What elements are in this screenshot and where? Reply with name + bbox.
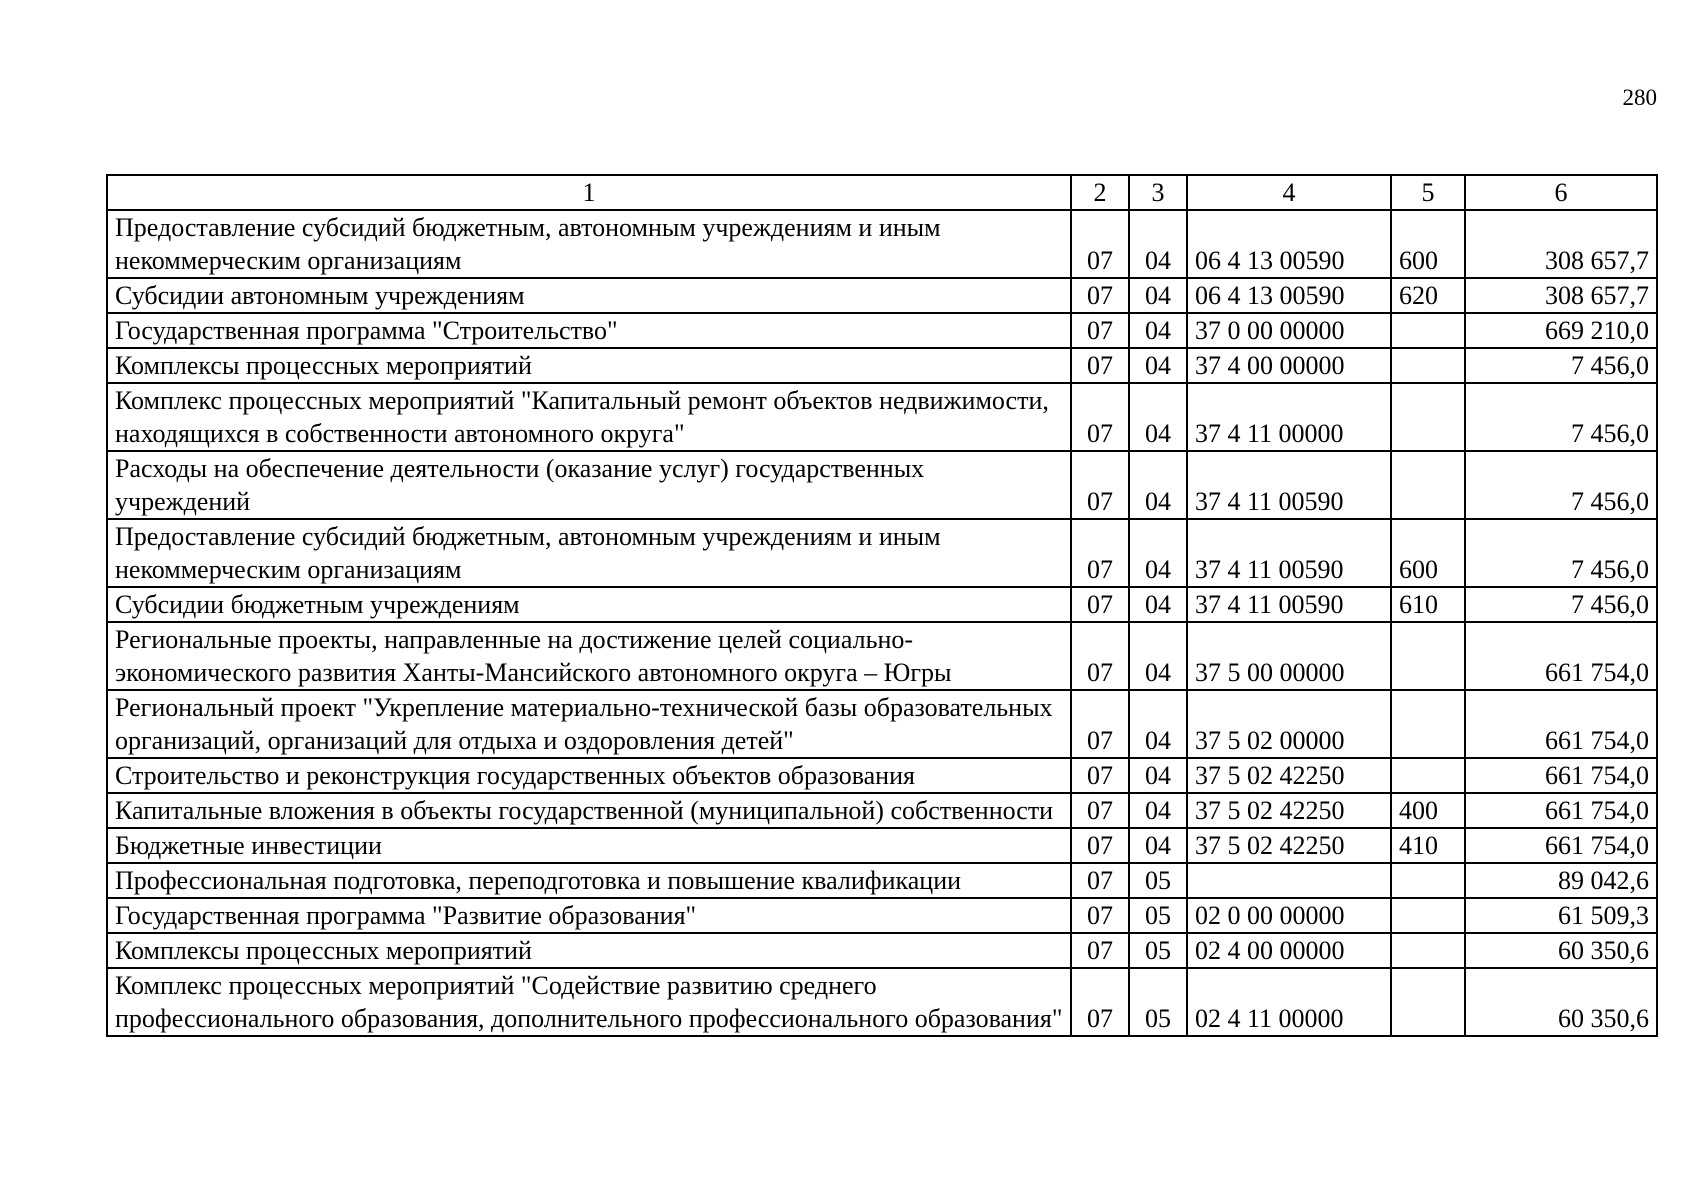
row-amount-cell: 7 456,0 (1465, 348, 1657, 383)
row-amount-cell: 661 754,0 (1465, 758, 1657, 793)
column-header-name: 1 (107, 175, 1071, 210)
row-amount-cell: 7 456,0 (1465, 587, 1657, 622)
row-article-cell: 37 5 02 42250 (1187, 793, 1391, 828)
table-row (107, 313, 1657, 348)
row-section-cell: 07 (1071, 863, 1129, 898)
row-section-cell: 07 (1071, 348, 1129, 383)
row-name-cell: Государственная программа "Развитие образования" (107, 898, 1071, 933)
row-subsection-cell: 05 (1129, 968, 1187, 1036)
row-subsection-cell: 04 (1129, 828, 1187, 863)
row-section-cell: 07 (1071, 793, 1129, 828)
row-amount-cell: 61 509,3 (1465, 898, 1657, 933)
row-article-cell: 37 5 02 42250 (1187, 828, 1391, 863)
row-article-cell: 37 0 00 00000 (1187, 313, 1391, 348)
budget-table (106, 174, 1658, 1037)
row-section-cell: 07 (1071, 587, 1129, 622)
row-article-cell: 37 5 02 00000 (1187, 690, 1391, 758)
row-article-cell: 37 5 00 00000 (1187, 622, 1391, 690)
table-row (107, 758, 1657, 793)
row-section-cell: 07 (1071, 898, 1129, 933)
row-amount-cell: 661 754,0 (1465, 793, 1657, 828)
table-row (107, 383, 1657, 451)
row-expense-type-cell (1391, 348, 1465, 383)
row-name-cell: Расходы на обеспечение деятельности (оказание услуг) государственных учреждений (107, 451, 1071, 519)
row-subsection-cell: 04 (1129, 383, 1187, 451)
row-expense-type-cell (1391, 383, 1465, 451)
table-row (107, 898, 1657, 933)
column-header-subsection: 3 (1129, 175, 1187, 210)
row-amount-cell: 7 456,0 (1465, 383, 1657, 451)
row-section-cell: 07 (1071, 519, 1129, 587)
row-expense-type-cell (1391, 898, 1465, 933)
row-article-cell (1187, 863, 1391, 898)
row-expense-type-cell: 600 (1391, 519, 1465, 587)
row-article-cell: 37 5 02 42250 (1187, 758, 1391, 793)
row-subsection-cell: 05 (1129, 863, 1187, 898)
row-name-cell: Региональные проекты, направленные на достижение целей социально-экономического развития Ханты-Мансийского автономного округа – Югры (107, 622, 1071, 690)
table-row (107, 210, 1657, 278)
row-expense-type-cell (1391, 451, 1465, 519)
table-row (107, 968, 1657, 1036)
row-amount-cell: 89 042,6 (1465, 863, 1657, 898)
row-article-cell: 02 4 00 00000 (1187, 933, 1391, 968)
row-subsection-cell: 04 (1129, 793, 1187, 828)
row-subsection-cell: 04 (1129, 519, 1187, 587)
row-amount-cell: 7 456,0 (1465, 451, 1657, 519)
table-row (107, 863, 1657, 898)
row-expense-type-cell (1391, 622, 1465, 690)
row-name-cell: Комплексы процессных мероприятий (107, 348, 1071, 383)
row-amount-cell: 7 456,0 (1465, 519, 1657, 587)
table-row (107, 587, 1657, 622)
row-subsection-cell: 04 (1129, 348, 1187, 383)
row-article-cell: 37 4 11 00590 (1187, 519, 1391, 587)
row-article-cell: 02 4 11 00000 (1187, 968, 1391, 1036)
row-article-cell: 37 4 11 00590 (1187, 587, 1391, 622)
row-article-cell: 37 4 11 00000 (1187, 383, 1391, 451)
row-amount-cell: 308 657,7 (1465, 278, 1657, 313)
column-header-section: 2 (1071, 175, 1129, 210)
header-row (107, 175, 1657, 210)
table-row (107, 690, 1657, 758)
table-row (107, 933, 1657, 968)
row-expense-type-cell: 400 (1391, 793, 1465, 828)
row-expense-type-cell (1391, 758, 1465, 793)
row-expense-type-cell (1391, 863, 1465, 898)
row-section-cell: 07 (1071, 758, 1129, 793)
row-section-cell: 07 (1071, 933, 1129, 968)
column-header-expense-type: 5 (1391, 175, 1465, 210)
page-number: 280 (1622, 85, 1657, 110)
row-subsection-cell: 04 (1129, 210, 1187, 278)
row-section-cell: 07 (1071, 451, 1129, 519)
row-section-cell: 07 (1071, 828, 1129, 863)
row-subsection-cell: 05 (1129, 933, 1187, 968)
row-section-cell: 07 (1071, 622, 1129, 690)
row-expense-type-cell (1391, 968, 1465, 1036)
row-name-cell: Предоставление субсидий бюджетным, автономным учреждениям и иным некоммерческим организациям (107, 519, 1071, 587)
row-amount-cell: 661 754,0 (1465, 622, 1657, 690)
column-header-article: 4 (1187, 175, 1391, 210)
row-amount-cell: 60 350,6 (1465, 933, 1657, 968)
table-row (107, 519, 1657, 587)
row-subsection-cell: 04 (1129, 622, 1187, 690)
table-row (107, 828, 1657, 863)
row-name-cell: Комплекс процессных мероприятий "Капитальный ремонт объектов недвижимости, находящихся в собственности автономного округа" (107, 383, 1071, 451)
row-article-cell: 06 4 13 00590 (1187, 278, 1391, 313)
row-expense-type-cell: 600 (1391, 210, 1465, 278)
row-expense-type-cell (1391, 690, 1465, 758)
row-name-cell: Строительство и реконструкция государственных объектов образования (107, 758, 1071, 793)
row-amount-cell: 661 754,0 (1465, 828, 1657, 863)
table-row (107, 278, 1657, 313)
row-amount-cell: 669 210,0 (1465, 313, 1657, 348)
row-subsection-cell: 04 (1129, 758, 1187, 793)
row-article-cell: 37 4 11 00590 (1187, 451, 1391, 519)
row-name-cell: Профессиональная подготовка, переподготовка и повышение квалификации (107, 863, 1071, 898)
row-expense-type-cell (1391, 313, 1465, 348)
table-row (107, 793, 1657, 828)
table-body (107, 210, 1657, 1036)
row-section-cell: 07 (1071, 210, 1129, 278)
row-expense-type-cell: 610 (1391, 587, 1465, 622)
row-article-cell: 37 4 00 00000 (1187, 348, 1391, 383)
row-name-cell: Субсидии бюджетным учреждениям (107, 587, 1071, 622)
row-subsection-cell: 04 (1129, 587, 1187, 622)
row-subsection-cell: 05 (1129, 898, 1187, 933)
row-name-cell: Субсидии автономным учреждениям (107, 278, 1071, 313)
row-expense-type-cell (1391, 933, 1465, 968)
row-article-cell: 02 0 00 00000 (1187, 898, 1391, 933)
row-amount-cell: 661 754,0 (1465, 690, 1657, 758)
row-expense-type-cell: 620 (1391, 278, 1465, 313)
row-name-cell: Государственная программа "Строительство" (107, 313, 1071, 348)
column-header-amount: 6 (1465, 175, 1657, 210)
row-name-cell: Региональный проект "Укрепление материально-технической базы образовательных организаций, организаций для отдыха и оздоровления детей" (107, 690, 1071, 758)
row-expense-type-cell: 410 (1391, 828, 1465, 863)
row-section-cell: 07 (1071, 968, 1129, 1036)
row-subsection-cell: 04 (1129, 690, 1187, 758)
row-section-cell: 07 (1071, 313, 1129, 348)
row-section-cell: 07 (1071, 278, 1129, 313)
row-amount-cell: 308 657,7 (1465, 210, 1657, 278)
row-article-cell: 06 4 13 00590 (1187, 210, 1391, 278)
row-section-cell: 07 (1071, 690, 1129, 758)
row-name-cell: Комплекс процессных мероприятий "Содействие развитию среднего профессионального образования, дополнительного профессионального образования" (107, 968, 1071, 1036)
row-section-cell: 07 (1071, 383, 1129, 451)
row-name-cell: Бюджетные инвестиции (107, 828, 1071, 863)
row-name-cell: Комплексы процессных мероприятий (107, 933, 1071, 968)
row-subsection-cell: 04 (1129, 451, 1187, 519)
table-row (107, 451, 1657, 519)
row-subsection-cell: 04 (1129, 278, 1187, 313)
table-row (107, 348, 1657, 383)
table-row (107, 622, 1657, 690)
row-name-cell: Предоставление субсидий бюджетным, автономным учреждениям и иным некоммерческим организациям (107, 210, 1071, 278)
row-amount-cell: 60 350,6 (1465, 968, 1657, 1036)
row-name-cell: Капитальные вложения в объекты государственной (муниципальной) собственности (107, 793, 1071, 828)
row-subsection-cell: 04 (1129, 313, 1187, 348)
